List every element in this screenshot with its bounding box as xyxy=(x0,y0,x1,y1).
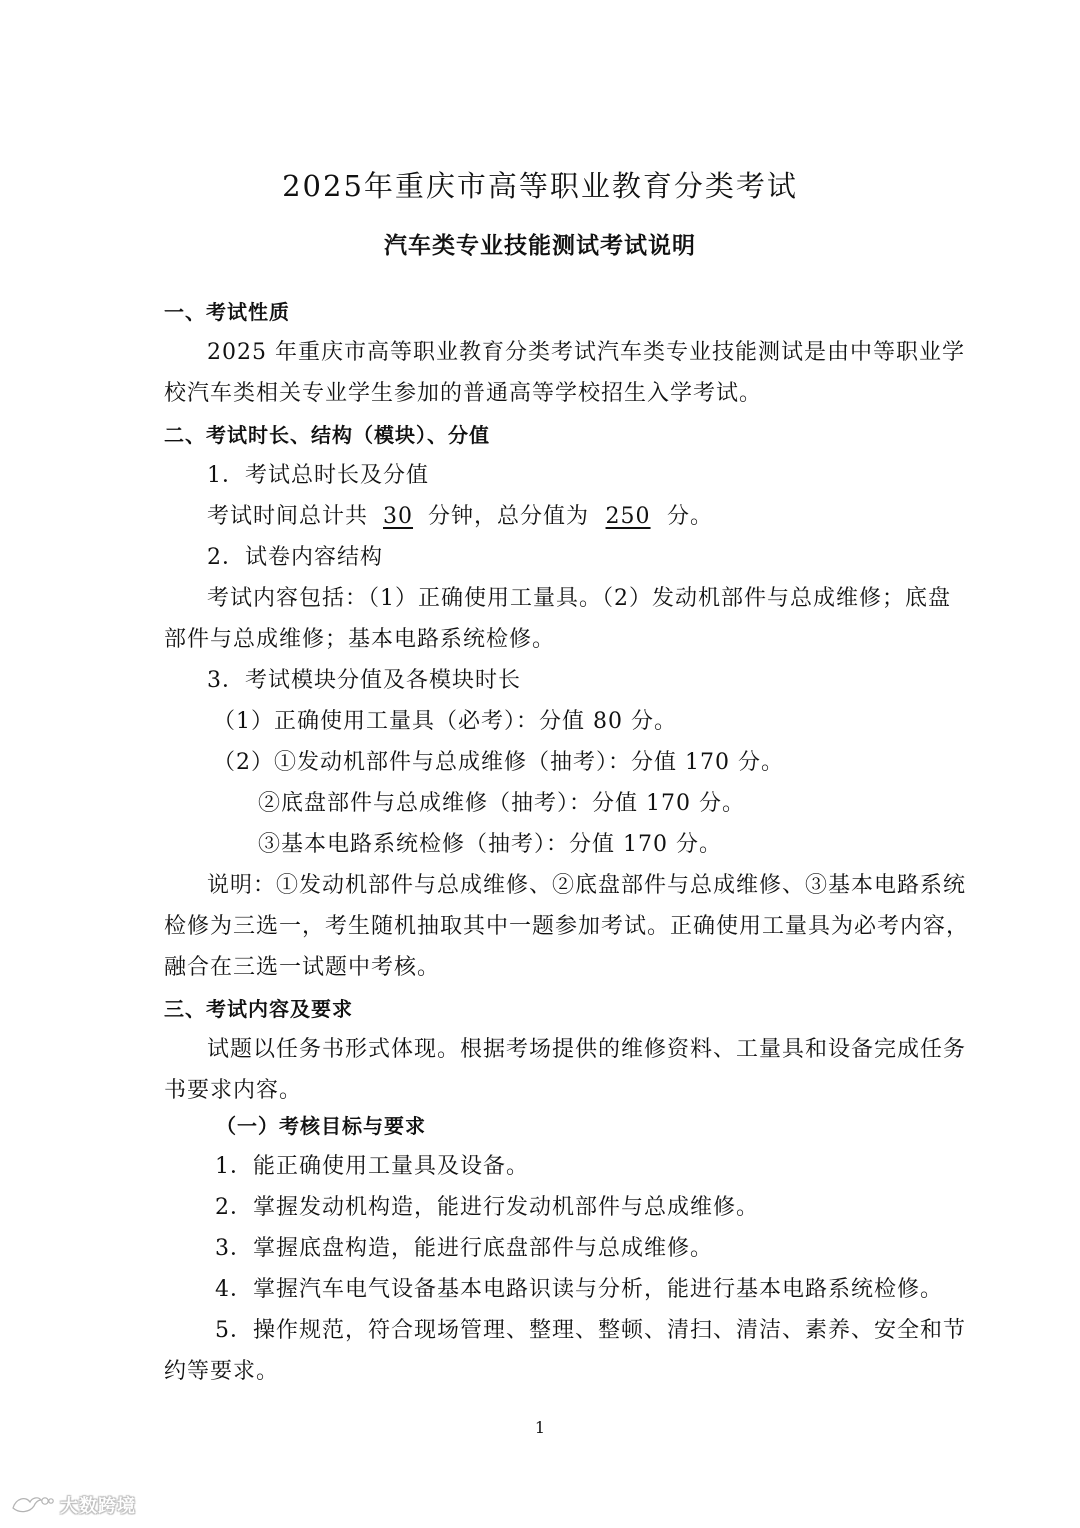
goal-item: 2．掌握发动机构造，能进行发动机部件与总成维修。 xyxy=(215,1195,759,1220)
goal-item: 约等要求。 xyxy=(164,1359,280,1384)
section-heading-2: 二、考试时长、结构（模块）、分值 xyxy=(164,423,490,447)
note-line: 检修为三选一，考生随机抽取其中一题参加考试。正确使用工量具为必考内容， xyxy=(164,914,970,939)
section-heading-1: 一、考试性质 xyxy=(164,300,290,324)
paragraph-line: 书要求内容。 xyxy=(164,1078,303,1103)
paragraph-text: 分。 xyxy=(667,504,714,529)
subheading: 2．试卷内容结构 xyxy=(207,545,383,570)
goal-item: 3．掌握底盘构造，能进行底盘部件与总成维修。 xyxy=(215,1236,713,1261)
module-item: （1）正确使用工量具（必考）：分值 80 分。 xyxy=(213,709,677,734)
watermark-text: 大数跨境 xyxy=(60,1496,136,1517)
minutes-value: 30 xyxy=(383,504,414,529)
bird-logo-icon xyxy=(10,1492,54,1518)
subheading: 1．考试总时长及分值 xyxy=(207,463,429,488)
section-heading-3: 三、考试内容及要求 xyxy=(164,997,353,1021)
module-item: （2）①发动机部件与总成维修（抽考）：分值 170 分。 xyxy=(213,750,784,775)
note-line: 说明：①发动机部件与总成维修、②底盘部件与总成维修、③基本电路系统 xyxy=(207,873,967,898)
module-item: ②底盘部件与总成维修（抽考）：分值 170 分。 xyxy=(258,791,745,816)
subheading: 3．考试模块分值及各模块时长 xyxy=(207,668,521,693)
document-title: 2025年重庆市高等职业教育分类考试 xyxy=(282,169,798,203)
paragraph-line: 校汽车类相关专业学生参加的普通高等学校招生入学考试。 xyxy=(164,381,763,406)
exam-duration-line xyxy=(207,502,713,532)
goal-item: 5．操作规范，符合现场管理、整理、整顿、清扫、清洁、素养、安全和节 xyxy=(215,1318,966,1343)
module-item: ③基本电路系统检修（抽考）：分值 170 分。 xyxy=(258,832,722,857)
paragraph-text: 分钟，总分值为 xyxy=(428,504,590,529)
paragraph-line: 2025 年重庆市高等职业教育分类考试汽车类专业技能测试是由中等职业学 xyxy=(207,340,965,365)
goal-item: 4．掌握汽车电气设备基本电路识读与分析，能进行基本电路系统检修。 xyxy=(215,1277,943,1302)
document-subtitle: 汽车类专业技能测试考试说明 xyxy=(384,233,696,259)
paragraph-line: 考试内容包括：（1）正确使用工量具。（2）发动机部件与总成维修；底盘 xyxy=(207,586,951,611)
subsection-heading: （一）考核目标与要求 xyxy=(216,1114,426,1138)
note-line: 融合在三选一试题中考核。 xyxy=(164,955,441,980)
watermark xyxy=(10,1492,136,1518)
paragraph-line: 部件与总成维修；基本电路系统检修。 xyxy=(164,627,556,652)
goal-item: 1．能正确使用工量具及设备。 xyxy=(215,1154,529,1179)
page-number: 1 xyxy=(534,1418,546,1437)
paragraph-text: 考试时间总计共 xyxy=(207,504,369,529)
total-score-value: 250 xyxy=(605,504,651,529)
paragraph-line: 试题以任务书形式体现。根据考场提供的维修资料、工量具和设备完成任务 xyxy=(207,1037,967,1062)
